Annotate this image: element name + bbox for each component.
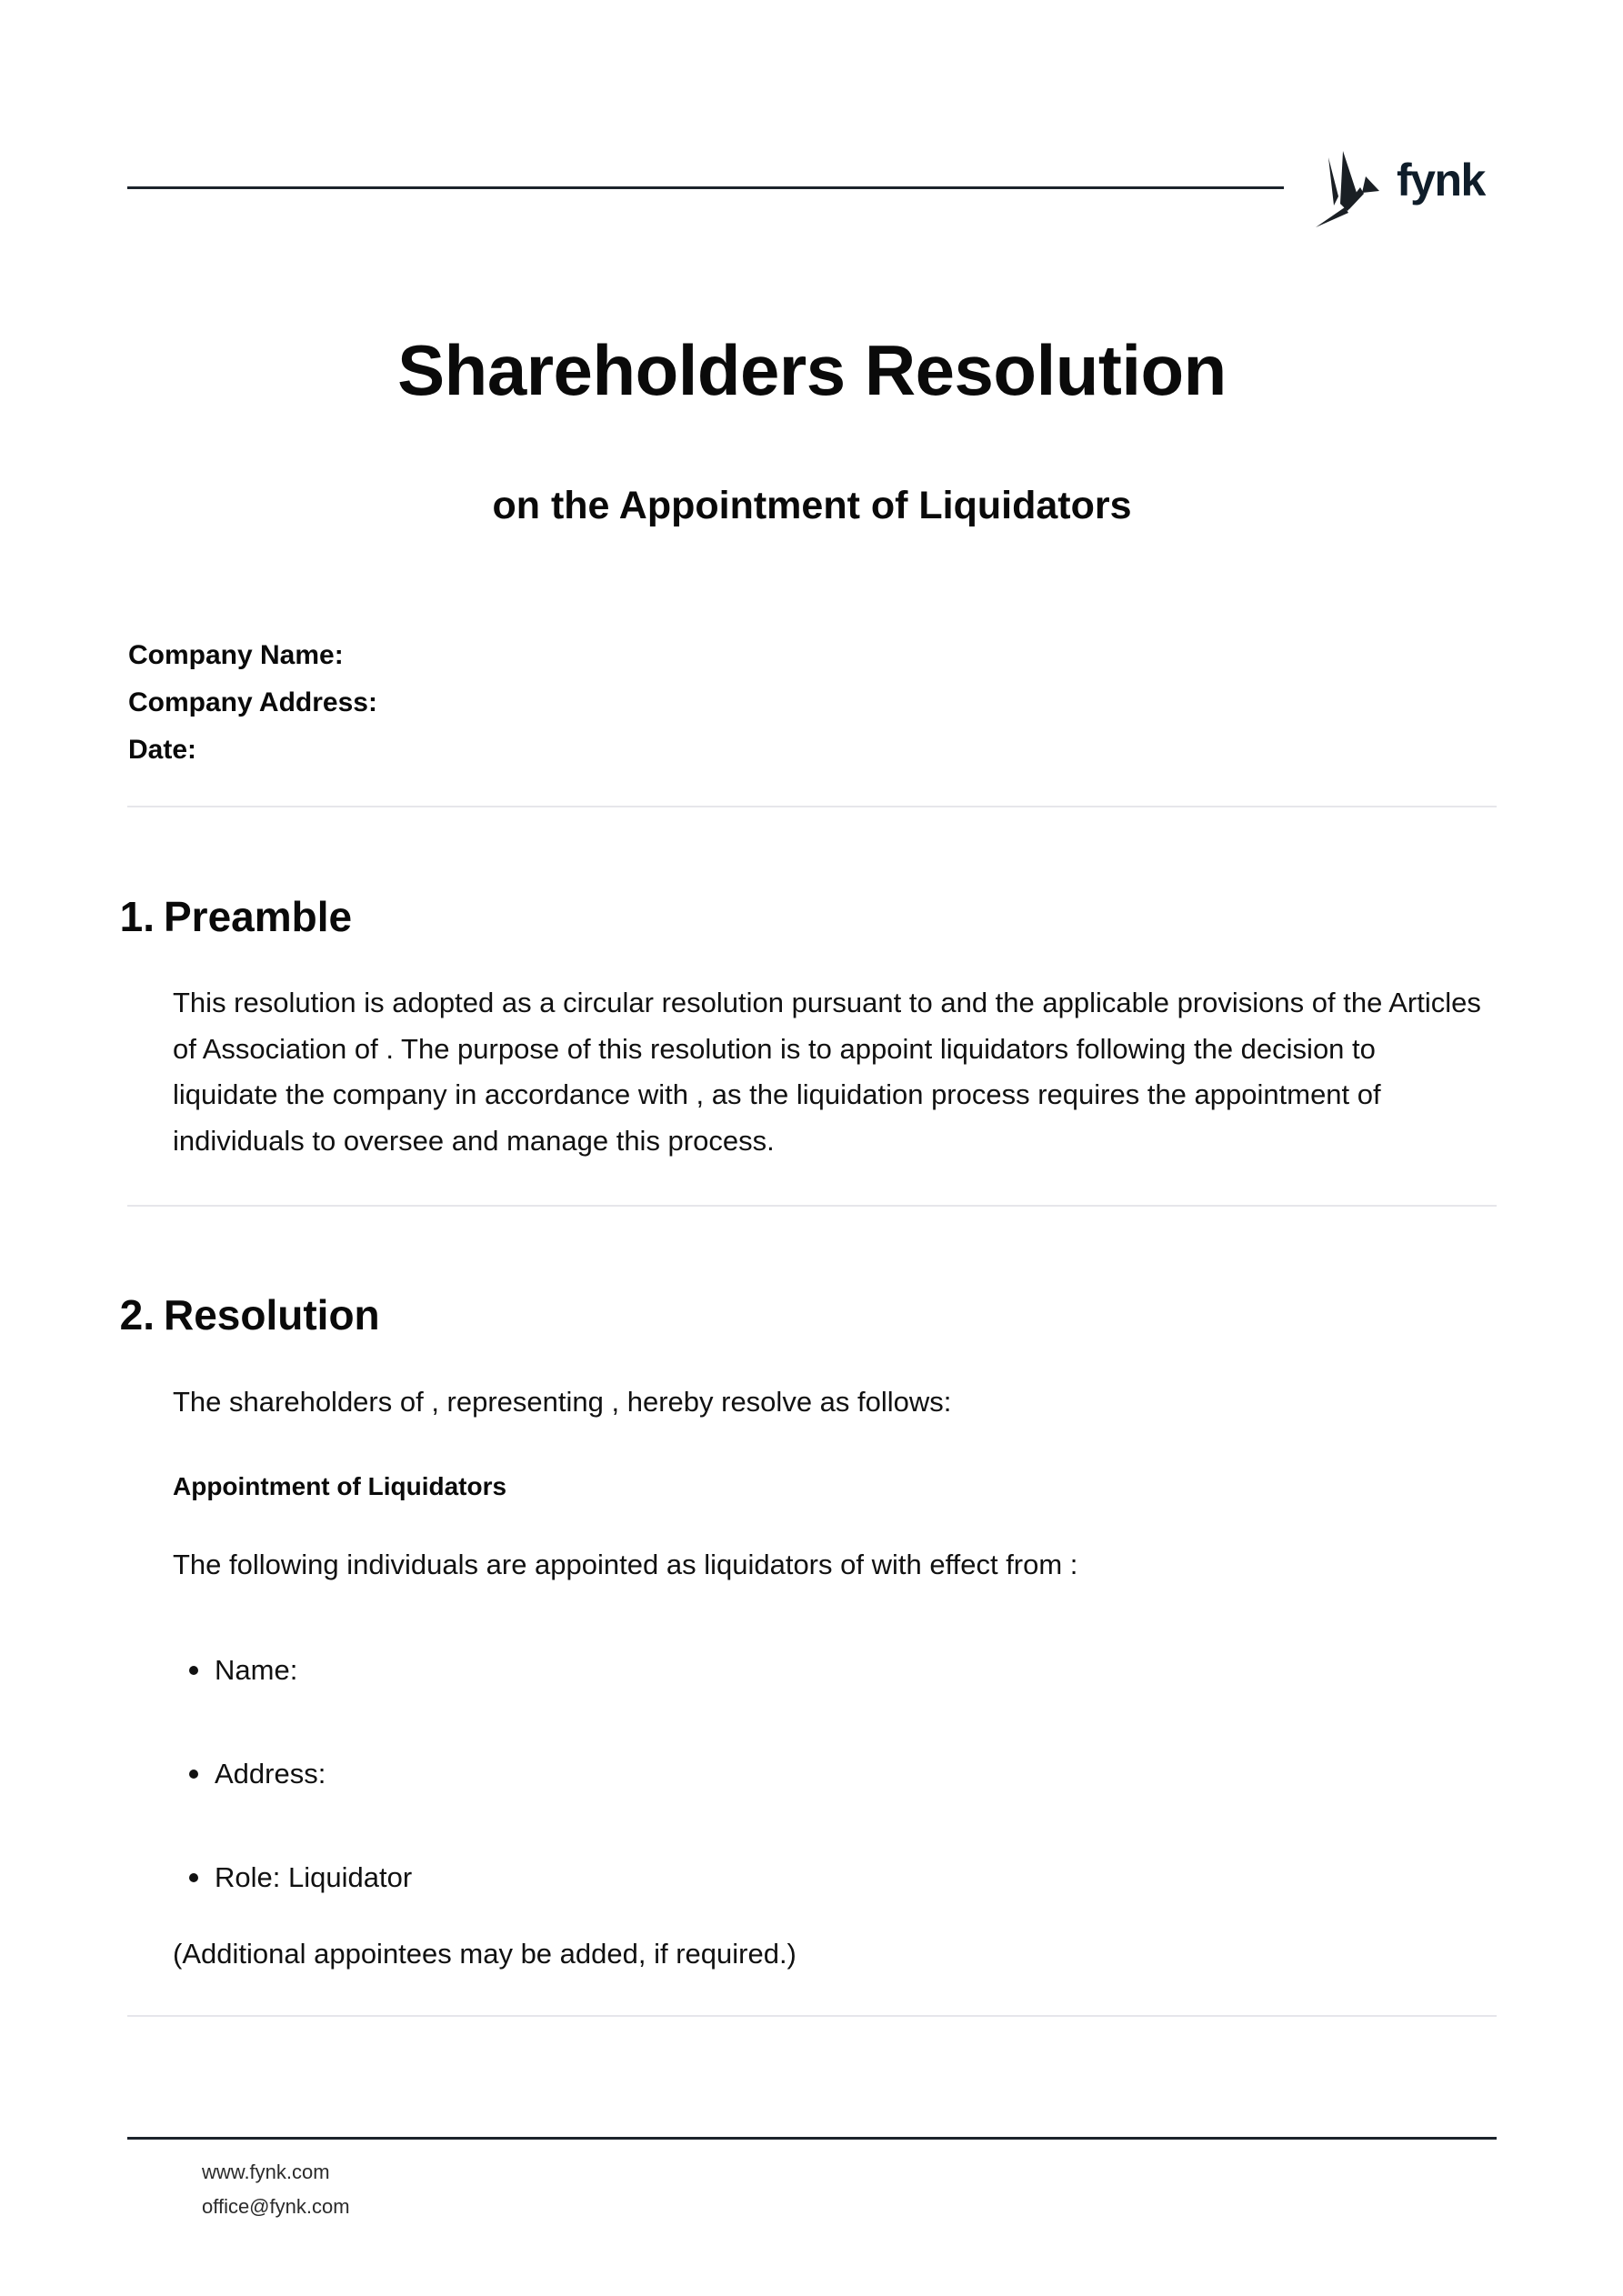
section-title: Preamble (164, 893, 353, 940)
section-title: Resolution (164, 1291, 380, 1338)
separator (127, 2015, 1497, 2017)
preamble-paragraph: This resolution is adopted as a circular resolution pursuant to and the applicable provisions of the Articles of Association of . The purpose of this resolution is to appoint liquidators following the decision to liquidate the company in accordance with , as the liquidation process requires the appointment of individuals to oversee and manage this process. (173, 987, 1481, 1157)
company-fields (128, 632, 377, 774)
document-subtitle: on the Appointment of Liquidators (492, 484, 1132, 527)
list-item-role (173, 1858, 412, 1898)
list-item-label: Name: (215, 1654, 298, 1686)
appointment-text: The following individuals are appointed as liquidators of with effect from : (173, 1549, 1078, 1580)
additional-appointees-note: (Additional appointees may be added, if required.) (173, 1938, 796, 1970)
company-address-field: Company Address: (128, 687, 377, 717)
fynk-logo (1315, 151, 1501, 227)
section-number: 1. (119, 893, 155, 940)
bullet-icon (189, 1666, 198, 1675)
list-item-name (173, 1650, 297, 1690)
list-item-label: Role: Liquidator (215, 1861, 413, 1893)
list-item-label: Address: (215, 1758, 326, 1790)
date-field: Date: (128, 735, 197, 765)
appointment-subheading: Appointment of Liquidators (173, 1472, 507, 1500)
header-rule (127, 186, 1284, 189)
footer-email-link[interactable]: office@fynk.com (202, 2195, 350, 2218)
footer-rule (127, 2137, 1497, 2140)
section-heading-resolution (100, 1289, 380, 1340)
fynk-wordmark: fynk (1397, 155, 1485, 206)
origami-bird-icon (1315, 151, 1380, 227)
separator (127, 1205, 1497, 1207)
footer-contact (202, 2155, 350, 2224)
resolution-intro: The shareholders of , representing , hereby resolve as follows: (173, 1386, 952, 1418)
bullet-icon (189, 1873, 198, 1882)
separator (127, 806, 1497, 807)
footer-website-link[interactable]: www.fynk.com (202, 2161, 330, 2183)
list-item-address (173, 1754, 326, 1794)
company-name-field: Company Name: (128, 640, 344, 670)
bullet-icon (189, 1770, 198, 1779)
section-heading-preamble (100, 891, 352, 942)
section-number: 2. (119, 1291, 155, 1338)
document-title: Shareholders Resolution (397, 330, 1227, 410)
